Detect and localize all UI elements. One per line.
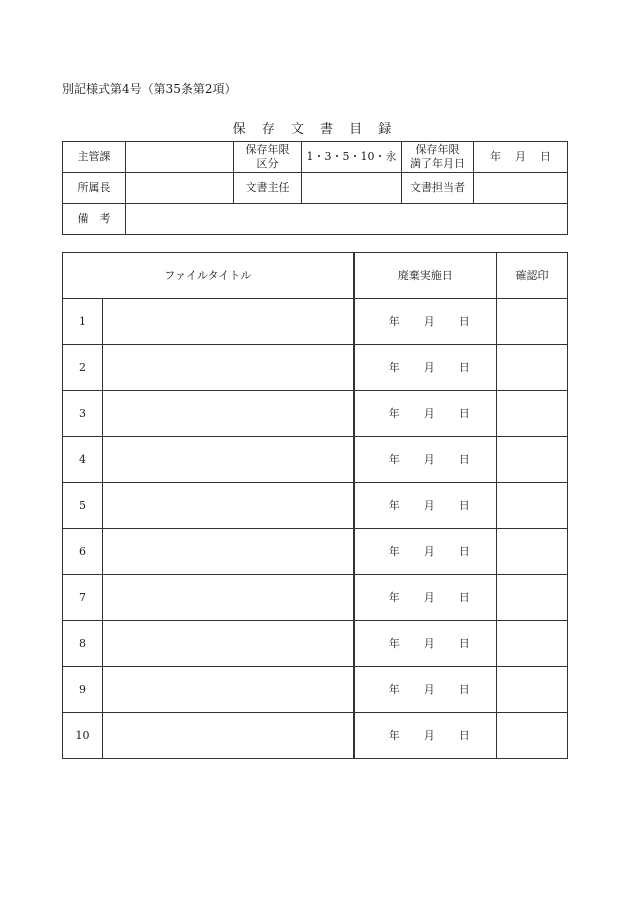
expiry-date-field[interactable]: 年 月 日 (474, 142, 568, 173)
file-title-field[interactable] (103, 713, 354, 759)
confirm-seal-field[interactable] (497, 437, 568, 483)
table-row (63, 621, 568, 667)
disposal-date-field[interactable]: 年 月 日 (354, 713, 497, 759)
table-row (63, 437, 568, 483)
confirm-seal-field[interactable] (497, 667, 568, 713)
remarks-label: 備 考 (63, 204, 126, 235)
header-table (62, 141, 568, 235)
row-number: 3 (63, 391, 103, 437)
confirm-seal-field[interactable] (497, 299, 568, 345)
file-title-field[interactable] (103, 299, 354, 345)
table-row (63, 345, 568, 391)
disposal-date-field[interactable]: 年 月 日 (354, 345, 497, 391)
row-number: 9 (63, 667, 103, 713)
file-title-field[interactable] (103, 575, 354, 621)
table-row (63, 713, 568, 759)
table-row (63, 299, 568, 345)
table-row (63, 391, 568, 437)
confirm-seal-field[interactable] (497, 391, 568, 437)
doc-person-label: 文書担当者 (402, 173, 474, 204)
row-number: 8 (63, 621, 103, 667)
file-title-field[interactable] (103, 667, 354, 713)
file-title-field[interactable] (103, 345, 354, 391)
confirm-seal-field[interactable] (497, 345, 568, 391)
doc-person-field[interactable] (474, 173, 568, 204)
file-title-field[interactable] (103, 483, 354, 529)
row-number: 5 (63, 483, 103, 529)
confirm-seal-field[interactable] (497, 713, 568, 759)
disposal-date-field[interactable]: 年 月 日 (354, 621, 497, 667)
dept-label: 主管課 (63, 142, 126, 173)
table-row (63, 483, 568, 529)
form-id: 別記様式第4号（第35条第2項） (62, 82, 237, 96)
row-number: 2 (63, 345, 103, 391)
disposal-date-field[interactable]: 年 月 日 (354, 575, 497, 621)
remarks-field[interactable] (126, 204, 568, 235)
confirm-seal-field[interactable] (497, 575, 568, 621)
director-field[interactable] (126, 173, 234, 204)
disposal-date-field[interactable]: 年 月 日 (354, 437, 497, 483)
file-list-table (62, 252, 568, 759)
expiry-label: 保存年限 満了年月日 (402, 142, 474, 173)
table-row (63, 529, 568, 575)
confirm-seal-field[interactable] (497, 483, 568, 529)
row-number: 1 (63, 299, 103, 345)
row-number: 6 (63, 529, 103, 575)
disposal-date-field[interactable]: 年 月 日 (354, 667, 497, 713)
table-row (63, 575, 568, 621)
retention-options[interactable]: 1・3・5・10・永 (302, 142, 402, 173)
col-disposal-date: 廃棄実施日 (354, 253, 497, 299)
row-number: 4 (63, 437, 103, 483)
dept-field[interactable] (126, 142, 234, 173)
file-title-field[interactable] (103, 529, 354, 575)
doc-chief-field[interactable] (302, 173, 402, 204)
file-title-field[interactable] (103, 621, 354, 667)
row-number: 10 (63, 713, 103, 759)
disposal-date-field[interactable]: 年 月 日 (354, 299, 497, 345)
disposal-date-field[interactable]: 年 月 日 (354, 391, 497, 437)
col-file-title: ファイルタイトル (63, 253, 354, 299)
director-label: 所属長 (63, 173, 126, 204)
row-number: 7 (63, 575, 103, 621)
retention-class-label: 保存年限 区分 (234, 142, 302, 173)
disposal-date-field[interactable]: 年 月 日 (354, 483, 497, 529)
col-confirm-seal: 確認印 (497, 253, 568, 299)
page-title: 保 存 文 書 目 録 (232, 122, 398, 137)
table-row (63, 667, 568, 713)
doc-chief-label: 文書主任 (234, 173, 302, 204)
file-title-field[interactable] (103, 437, 354, 483)
disposal-date-field[interactable]: 年 月 日 (354, 529, 497, 575)
file-title-field[interactable] (103, 391, 354, 437)
confirm-seal-field[interactable] (497, 529, 568, 575)
confirm-seal-field[interactable] (497, 621, 568, 667)
